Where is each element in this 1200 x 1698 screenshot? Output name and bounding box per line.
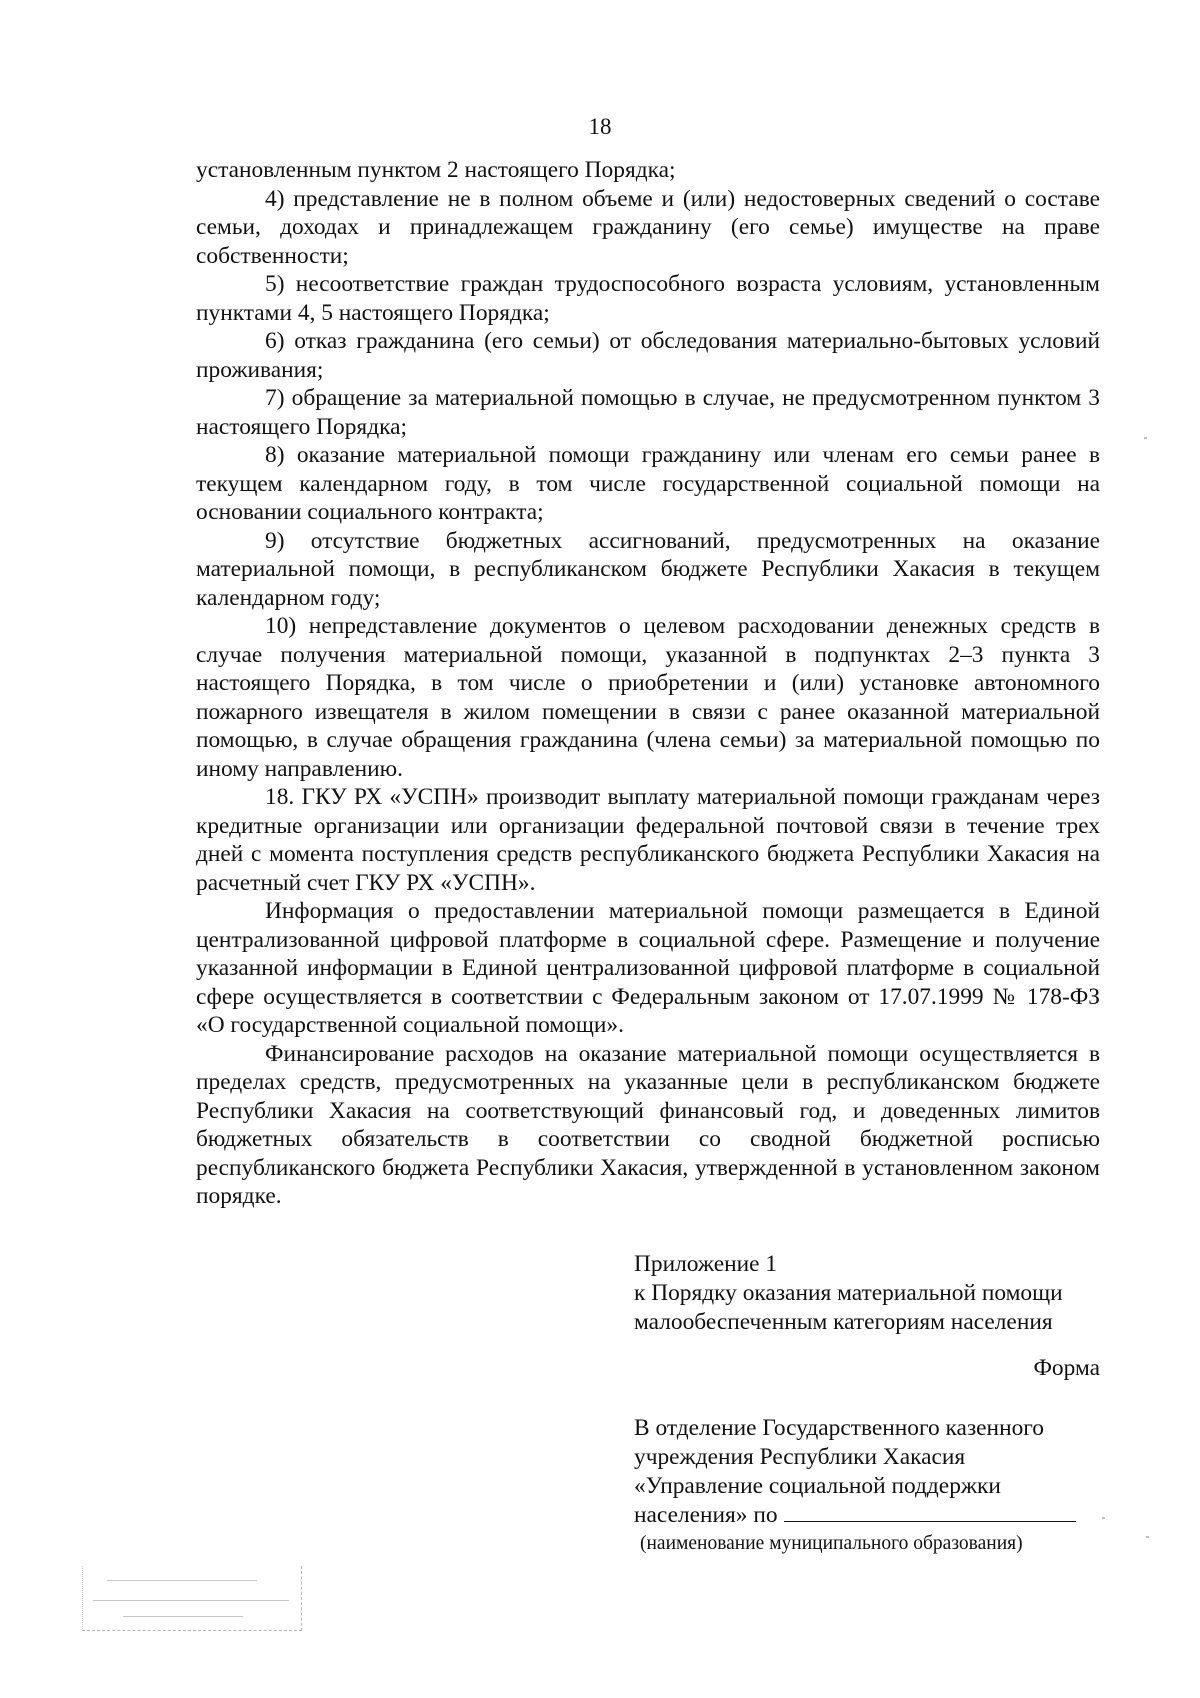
scan-speck: [1144, 437, 1147, 439]
paragraph: 18. ГКУ РХ «УСПН» производит выплату материальной помощи гражданам через кредитные организации или организации федеральной почтовой связи в течение трех дней с момента поступления средств республиканского бюджета Республики Хакасия на расчетный счет ГКУ РХ «УСПН».: [196, 784, 1100, 896]
faint-stamp-mark: [82, 1566, 302, 1631]
appendix-line: малообеспеченным категориям населения: [634, 1309, 1053, 1335]
appendix-line: Приложение 1: [634, 1251, 778, 1277]
address-line: В отделение Государственного казенного: [634, 1415, 1044, 1441]
paragraph: 4) представление не в полном объеме и (или) недостоверных сведений о составе семьи, доходах и принадлежащем гражданину (его семье) имуществе на праве собственности;: [196, 185, 1100, 269]
paragraph: 8) оказание материальной помощи гражданину или членам его семьи ранее в текущем календарном году, в том числе государственной социальной помощи на основании социального контракта;: [196, 442, 1100, 525]
address-line: учреждения Республики Хакасия: [634, 1444, 966, 1470]
paragraph: 5) несоответствие граждан трудоспособного возраста условиям, установленным пунктами 4, 5 настоящего Порядка;: [196, 271, 1100, 326]
appendix-heading: [634, 1250, 1104, 1337]
paragraph: 7) обращение за материальной помощью в случае, не предусмотренном пунктом 3 настоящего Порядка;: [196, 385, 1100, 440]
address-line-with-blank: [634, 1501, 1104, 1530]
municipality-blank-line: [784, 1501, 1076, 1522]
paragraph: 10) непредставление документов о целевом расходовании денежных средств в случае получения материальной помощи, указанной в подпунктах 2–3 пункта 3 настоящего Порядка, в том числе о приобретении и (или) установке автономного пожарного извещателя в жилом помещении в связи с ранее оказанной материальной помощью, в случае обращения гражданина (члена семьи) за материальной помощью по иному направлению.: [196, 613, 1100, 782]
form-label: Форма: [1033, 1355, 1100, 1381]
paragraph: 9) отсутствие бюджетных ассигнований, предусмотренных на оказание материальной помощи, в республиканском бюджете Республики Хакасия в текущем календарном году;: [196, 527, 1100, 611]
paragraph: Информация о предоставлении материальной помощи размещается в Единой централизованной цифровой платформе в социальной сфере. Размещение и получение указанной информации в Единой централизованной цифровой платформе в социальной сфере осуществляется в соответствии с Федеральным законом от 17.07.1999 № 178-ФЗ «О государственной социальной помощи».: [196, 898, 1100, 1038]
blank-caption: (наименование муниципального образования): [640, 1533, 1023, 1554]
page-number: 18: [588, 114, 612, 139]
paragraph: 6) отказ гражданина (его семьи) от обследования материально-бытовых условий проживания;: [196, 328, 1100, 383]
paragraph: установленным пунктом 2 настоящего Порядка;: [196, 157, 676, 183]
scan-speck: [1102, 1517, 1105, 1519]
scan-speck: [1146, 1536, 1149, 1538]
address-block: [634, 1414, 1104, 1530]
body-text: [196, 156, 1100, 1211]
address-line: «Управление социальной поддержки: [634, 1473, 1001, 1499]
paragraph: Финансирование расходов на оказание материальной помощи осуществляется в пределах средств, предусмотренных на указанные цели в республиканском бюджете Республики Хакасия на соответствующий финансовый год, и доведенных лимитов бюджетных обязательств в соответствии со сводной бюджетной росписью республиканского бюджета Республики Хакасия, утвержденной в установленном законом порядке.: [196, 1040, 1100, 1209]
address-line: населения» по: [634, 1502, 778, 1528]
appendix-line: к Порядку оказания материальной помощи: [634, 1280, 1063, 1306]
